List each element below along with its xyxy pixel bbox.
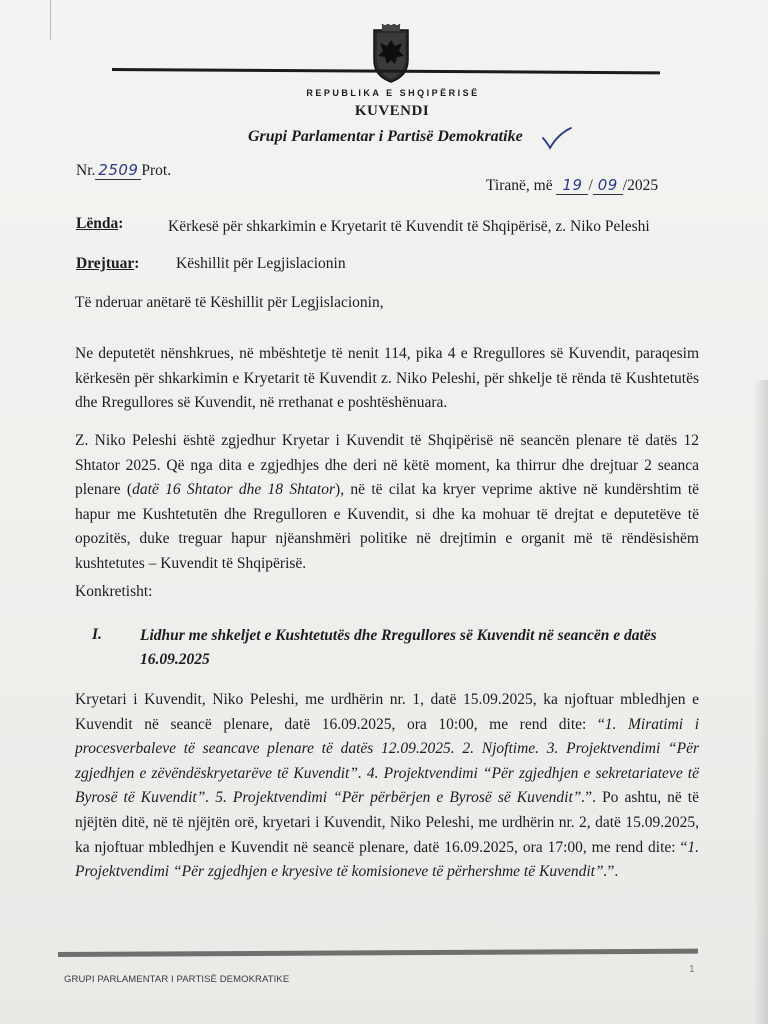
footer-rule <box>58 949 698 957</box>
document-date <box>486 176 658 195</box>
paragraph-request: Ne deputetët nënshkrues, në mbështetje të nenit 114, pika 4 e Rregullores së Kuvendit, paraqesim kërkesën për shkarkimin e Kryetarit të Kuvendit z. Niko Peleshi, për shkelje të rënda të Kushtetutës dhe Rregullores së Kuvendit, në rrethanat e poshtëshënuara. <box>75 345 699 412</box>
section-title: Lidhur me shkeljet e Kushtetutës dhe Rregullores së Kuvendit në seancën e datës 16.09.2025 <box>140 627 657 668</box>
page-shadow <box>754 380 768 1024</box>
date-year: /2025 <box>622 177 659 194</box>
konkretisht-label: Konkretisht: <box>75 583 153 600</box>
checkmark-icon <box>540 126 574 152</box>
institution-title: KUVENDI <box>354 103 430 119</box>
nr-suffix: Prot. <box>141 162 172 179</box>
date-separator: / <box>588 177 593 194</box>
section-number: I. <box>92 626 102 643</box>
page-number: 1 <box>689 964 695 975</box>
addressee-text: Këshillit për Legjislacionin <box>176 255 346 272</box>
paper-edge-line <box>50 0 51 40</box>
republic-title: REPUBLIKA E SHQIPËRISË <box>306 88 480 98</box>
addressee-label: Drejtuar: <box>76 255 140 272</box>
nr-prefix: Nr. <box>76 162 96 179</box>
subject-label: Lënda: <box>76 215 124 232</box>
paragraph-session-details: Kryetari i Kuvendit, Niko Peleshi, me urdhërin nr. 1, datë 15.09.2025, ka njoftuar mbledhjen e Kuvendit në seancë plenare, datë 16.09.2025, ora 10:00, me rend dite: “1. Miratimi i procesverbaleve të seancave plenare të datës 12.09.2025. 2. Njoftime. 3. Projektvendimi “Për zgjedhjen e zëvëndëskryetarëve të Kuvendit”. 4. Projektvendimi “Për zgjedhjen e sekretariateve të Byrosë të Kuvendit”. 5. Projektvendimi “Për përbërjen e Byrosë së Kuvendit”.”. Po ashtu, në të njëjtën ditë, në të njëjtën orë, kryetari i Kuvendit, Niko Peleshi, me urdhërin nr. 2, datë 15.09.2025, ka njoftuar mbledhjen e Kuvendit në seancë plenare, datë 16.09.2025, ora 17:00, me rend dite: “1. Projektvendimi “Për zgjedhjen e kryesive të komisioneve të përhershme të Kuvendit”.”. <box>75 691 699 881</box>
paragraph-background: Z. Niko Peleshi është zgjedhur Kryetar i Kuvendit të Shqipërisë në seancën plenare të datës 12 Shtator 2025. Që nga dita e zgjedhjes dhe deri në këtë moment, ka thirrur dhe drejtuar 2 seanca plenare (datë 16 Shtator dhe 18 Shtator), në të cilat ka kryer veprime aktive në kundërshtim të hapur me Kushtetutën dhe Rregulloren e Kuvendit, si dhe ka mohuar të drejtat e deputetëve të opozitës, duke treguar hapur njëanshmëri politike në drejtimin e organit më të rëndësishëm kushtetutes – Kuvendit të Shqipërisë. <box>75 432 700 572</box>
salutation: Të nderuar anëtarë të Këshillit për Legjislacionin, <box>75 294 384 311</box>
protocol-number <box>76 161 171 180</box>
date-prefix: Tiranë, më <box>486 177 553 194</box>
footer-text: GRUPI PARLAMENTAR I PARTISË DEMOKRATIKE <box>64 974 290 985</box>
albania-emblem-icon <box>368 24 414 84</box>
subject-text: Kërkesë për shkarkimin e Kryetarit të Kuvendit të Shqipërisë, z. Niko Peleshi <box>168 218 650 235</box>
handwritten-day: 19 <box>556 176 588 195</box>
handwritten-month: 09 <box>593 176 623 195</box>
handwritten-protocol-number: 2509 <box>95 161 141 180</box>
group-title: Grupi Parlamentar i Partisë Demokratike <box>248 128 523 145</box>
